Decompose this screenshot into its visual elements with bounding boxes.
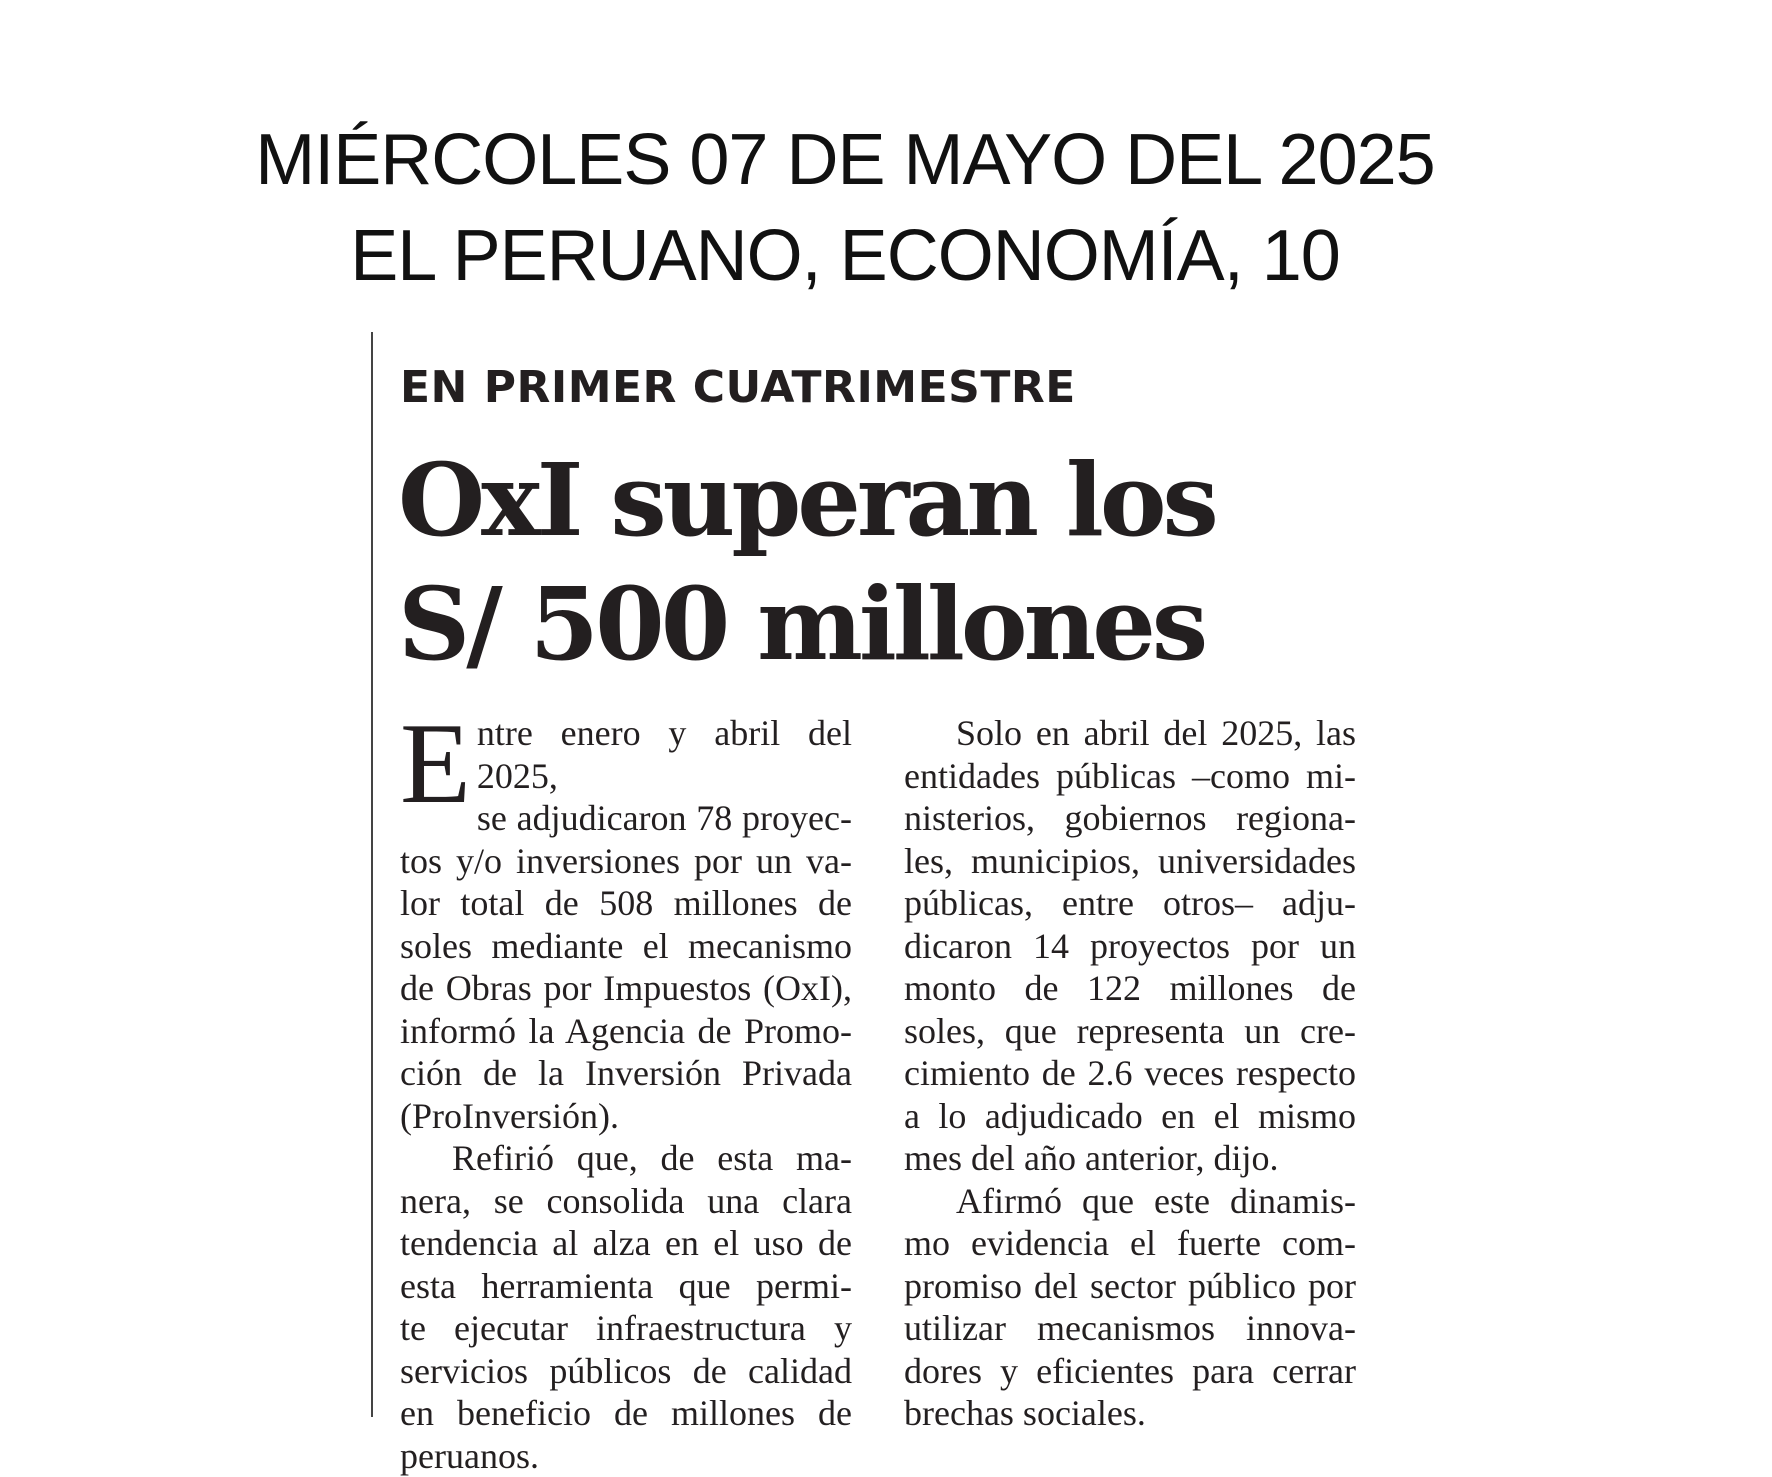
text-line: entidades públicas –como mi- [904,755,1356,798]
text-line: se adjudicaron 78 proyec- [400,797,852,840]
text-line: soles mediante el mecanismo [400,925,852,968]
text-line: promiso del sector público por [904,1265,1356,1308]
text-line: utilizar mecanismos innova- [904,1307,1356,1350]
text-line: dicaron 14 proyectos por un [904,925,1356,968]
text-line: públicas, entre otros– adju- [904,882,1356,925]
text-line: tos y/o inversiones por un va- [400,840,852,883]
text-line: dores y eficientes para cerrar [904,1350,1356,1393]
text-line: nera, se consolida una clara [400,1180,852,1223]
article-kicker: EN PRIMER CUATRIMESTRE [400,362,1076,413]
publication-source: EL PERUANO, ECONOMÍA, 10 [0,208,1690,304]
text-line: en beneficio de millones de [400,1392,852,1435]
text-line: esta herramienta que permi- [400,1265,852,1308]
text-line: les, municipios, universidades [904,840,1356,883]
text-line: mes del año anterior, dijo. [904,1137,1356,1180]
text-line: mo evidencia el fuerte com- [904,1222,1356,1265]
text-line: a lo adjudicado en el mismo [904,1095,1356,1138]
paragraph-1 [400,712,852,1137]
text-line: monto de 122 millones de [904,967,1356,1010]
headline-line-2: S/ 500 millones [398,562,1215,686]
paragraph-2 [400,1137,852,1477]
article-headline [398,438,1215,686]
text-line: Afirmó que este dinamis- [904,1180,1356,1223]
text-line: te ejecutar infraestructura y [400,1307,852,1350]
text-line: (ProInversión). [400,1095,852,1138]
article-column-left [400,712,852,1477]
text-line: tendencia al alza en el uso de [400,1222,852,1265]
text-line: lor total de 508 millones de [400,882,852,925]
publication-date: MIÉRCOLES 07 DE MAYO DEL 2025 [0,112,1690,208]
article-column-right [904,712,1356,1435]
text-line: de Obras por Impuestos (OxI), [400,967,852,1010]
clipping-header [0,112,1690,304]
drop-cap: E [400,718,471,806]
text-line: ción de la Inversión Privada [400,1052,852,1095]
text-line: Solo en abril del 2025, las [904,712,1356,755]
text-line: servicios públicos de calidad [400,1350,852,1393]
text-line: nisterios, gobiernos regiona- [904,797,1356,840]
headline-line-1: OxI superan los [398,438,1215,562]
paragraph-4 [904,1180,1356,1435]
paragraph-3 [904,712,1356,1180]
text-line: brechas sociales. [904,1392,1356,1435]
text-line: soles, que representa un cre- [904,1010,1356,1053]
column-rule [371,332,373,1417]
text-line: Refirió que, de esta ma- [400,1137,852,1180]
text-line: informó la Agencia de Promo- [400,1010,852,1053]
text-line: cimiento de 2.6 veces respecto [904,1052,1356,1095]
text-line: ntre enero y abril del 2025, [400,712,852,797]
text-line: peruanos. [400,1435,852,1477]
